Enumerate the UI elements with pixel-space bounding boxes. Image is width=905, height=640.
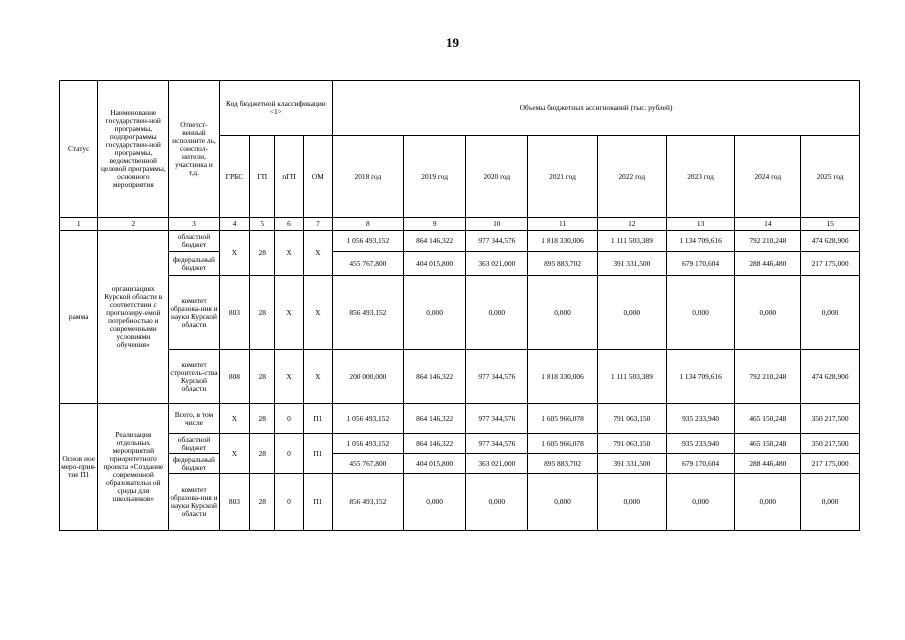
table-row — [60, 231, 860, 252]
column-number: 11 — [528, 218, 598, 231]
column-number: 4 — [219, 218, 249, 231]
value-cell: 792 210,248 — [735, 350, 801, 404]
value-cell: 1 818 330,006 — [528, 231, 598, 252]
responsible-cell: областной бюджет — [169, 434, 220, 454]
gp-cell: 28 — [250, 350, 275, 404]
responsible-cell: областной бюджет — [169, 231, 220, 252]
pgp-cell: 0 — [275, 434, 303, 474]
responsible-cell: федеральный бюджет — [169, 454, 220, 474]
value-cell: 895 883,702 — [528, 252, 598, 276]
column-number: 9 — [403, 218, 466, 231]
column-number: 7 — [303, 218, 332, 231]
gp-cell: 28 — [250, 231, 275, 276]
value-cell: 0,000 — [597, 474, 666, 531]
value-cell: 0,000 — [735, 276, 801, 350]
grbs-cell: 808 — [219, 350, 249, 404]
value-cell: 0,000 — [403, 474, 466, 531]
header-code-gp: ГП — [250, 136, 275, 218]
header-year: 2018 год — [333, 136, 404, 218]
grbs-cell: X — [219, 231, 249, 276]
header-responsible: Ответст-венный исполните ль, соиспол-нители, участника и т.д. — [169, 81, 220, 218]
pgp-cell: X — [275, 276, 303, 350]
value-cell: 679 170,604 — [666, 252, 735, 276]
value-cell: 792 210,248 — [735, 231, 801, 252]
value-cell: 1 111 503,389 — [597, 350, 666, 404]
column-number: 5 — [250, 218, 275, 231]
budget-allocation-table — [59, 80, 860, 531]
header-code-pgp: пГП — [275, 136, 303, 218]
value-cell: 1 134 709,616 — [666, 350, 735, 404]
table-row — [60, 474, 860, 531]
value-cell: 977 344,576 — [466, 350, 528, 404]
value-cell: 864 146,322 — [403, 434, 466, 454]
om-cell: X — [303, 350, 332, 404]
status-cell: рамма — [60, 231, 98, 404]
program-name-cell: Реализация отдельных мероприятий приоритетного проекта «Создание современной образовательн ой среды для школьников» — [98, 404, 169, 531]
table-row — [60, 454, 860, 474]
value-cell: 0,000 — [801, 474, 860, 531]
responsible-cell: федеральный бюджет — [169, 252, 220, 276]
column-number: 12 — [597, 218, 666, 231]
value-cell: 363 021,000 — [466, 252, 528, 276]
grbs-cell: X — [219, 404, 249, 434]
header-year: 2025 год — [801, 136, 860, 218]
value-cell: 791 063,150 — [597, 434, 666, 454]
header-year: 2022 год — [597, 136, 666, 218]
grbs-cell: X — [219, 434, 249, 474]
value-cell: 1 056 493,152 — [333, 434, 404, 454]
value-cell: 0,000 — [528, 276, 598, 350]
value-cell: 465 150,248 — [735, 434, 801, 454]
responsible-cell: комитет образова-ния и науки Курской области — [169, 474, 220, 531]
value-cell: 864 146,322 — [403, 350, 466, 404]
value-cell: 1 605 966,078 — [528, 434, 598, 454]
value-cell: 363 021,000 — [466, 454, 528, 474]
header-year: 2020 год — [466, 136, 528, 218]
value-cell: 474 628,900 — [801, 350, 860, 404]
value-cell: 856 493,152 — [333, 276, 404, 350]
header-year: 2021 год — [528, 136, 598, 218]
value-cell: 288 446,480 — [735, 252, 801, 276]
responsible-cell: комитет строитель-ства Курской области — [169, 350, 220, 404]
value-cell: 455 767,800 — [333, 454, 404, 474]
value-cell: 1 134 709,616 — [666, 231, 735, 252]
om-cell: X — [303, 276, 332, 350]
header-year: 2019 год — [403, 136, 466, 218]
column-number: 8 — [333, 218, 404, 231]
value-cell: 935 233,940 — [666, 434, 735, 454]
value-cell: 1 111 503,389 — [597, 231, 666, 252]
value-cell: 1 605 966,078 — [528, 404, 598, 434]
program-name-cell: организациях Курской области в соответствии с прогнозиру-емой потребностью и современными условиями обучения» — [98, 231, 169, 404]
column-number: 10 — [466, 218, 528, 231]
pgp-cell: 0 — [275, 474, 303, 531]
value-cell: 391 331,500 — [597, 252, 666, 276]
pgp-cell: X — [275, 231, 303, 276]
value-cell: 1 818 330,006 — [528, 350, 598, 404]
value-cell: 977 344,576 — [466, 434, 528, 454]
om-cell: П1 — [303, 434, 332, 474]
table-row — [60, 276, 860, 350]
responsible-cell: Всего, в том числе — [169, 404, 220, 434]
value-cell: 217 175,000 — [801, 252, 860, 276]
value-cell: 679 170,604 — [666, 454, 735, 474]
column-number: 1 — [60, 218, 98, 231]
value-cell: 1 056 493,152 — [333, 404, 404, 434]
value-cell: 856 493,152 — [333, 474, 404, 531]
grbs-cell: 803 — [219, 474, 249, 531]
value-cell: 895 883,702 — [528, 454, 598, 474]
value-cell: 1 056 493,152 — [333, 231, 404, 252]
header-code-om: ОМ — [303, 136, 332, 218]
column-number: 14 — [735, 218, 801, 231]
value-cell: 0,000 — [801, 276, 860, 350]
value-cell: 0,000 — [528, 474, 598, 531]
value-cell: 350 217,500 — [801, 434, 860, 454]
value-cell: 404 015,800 — [403, 252, 466, 276]
responsible-cell: комитет образова-ния и науки Курской области — [169, 276, 220, 350]
grbs-cell: 803 — [219, 276, 249, 350]
table-row — [60, 434, 860, 454]
header-year: 2024 год — [735, 136, 801, 218]
column-number: 6 — [275, 218, 303, 231]
value-cell: 864 146,322 — [403, 404, 466, 434]
value-cell: 391 331,500 — [597, 454, 666, 474]
value-cell: 217 175,000 — [801, 454, 860, 474]
header-code-grbs: ГРБС — [219, 136, 249, 218]
value-cell: 200 000,000 — [333, 350, 404, 404]
value-cell: 474 628,900 — [801, 231, 860, 252]
om-cell: X — [303, 231, 332, 276]
value-cell: 935 233,940 — [666, 404, 735, 434]
header-status: Статус — [60, 81, 98, 218]
gp-cell: 28 — [250, 404, 275, 434]
column-number: 13 — [666, 218, 735, 231]
table-row — [60, 252, 860, 276]
status-cell: Основ ное меро-прия-тие П1 — [60, 404, 98, 531]
value-cell: 791 063,150 — [597, 404, 666, 434]
value-cell: 977 344,576 — [466, 404, 528, 434]
header-program-name: Наименование государствен-ной программы, подпрограммы государствен-ной программы, ведомственной целевой программы, основного мероприятия — [98, 81, 169, 218]
value-cell: 0,000 — [597, 276, 666, 350]
value-cell: 0,000 — [466, 276, 528, 350]
value-cell: 404 015,800 — [403, 454, 466, 474]
value-cell: 0,000 — [466, 474, 528, 531]
table-row — [60, 404, 860, 434]
value-cell: 0,000 — [735, 474, 801, 531]
column-number: 15 — [801, 218, 860, 231]
value-cell: 288 446,480 — [735, 454, 801, 474]
table-row — [60, 350, 860, 404]
gp-cell: 28 — [250, 474, 275, 531]
value-cell: 455 767,800 — [333, 252, 404, 276]
value-cell: 977 344,576 — [466, 231, 528, 252]
value-cell: 465 150,248 — [735, 404, 801, 434]
pgp-cell: X — [275, 350, 303, 404]
value-cell: 0,000 — [666, 474, 735, 531]
column-number: 3 — [169, 218, 220, 231]
value-cell: 0,000 — [403, 276, 466, 350]
page-number: 19 — [446, 35, 459, 50]
header-volumes: Объемы бюджетных ассигнований (тыс. рублей) — [333, 81, 860, 136]
value-cell: 0,000 — [666, 276, 735, 350]
value-cell: 350 217,500 — [801, 404, 860, 434]
gp-cell: 28 — [250, 434, 275, 474]
pgp-cell: 0 — [275, 404, 303, 434]
gp-cell: 28 — [250, 276, 275, 350]
column-number: 2 — [98, 218, 169, 231]
value-cell: 864 146,322 — [403, 231, 466, 252]
header-year: 2023 год — [666, 136, 735, 218]
header-budget-code: Код бюджетной классификации <1> — [219, 81, 332, 136]
om-cell: П1 — [303, 474, 332, 531]
om-cell: П1 — [303, 404, 332, 434]
